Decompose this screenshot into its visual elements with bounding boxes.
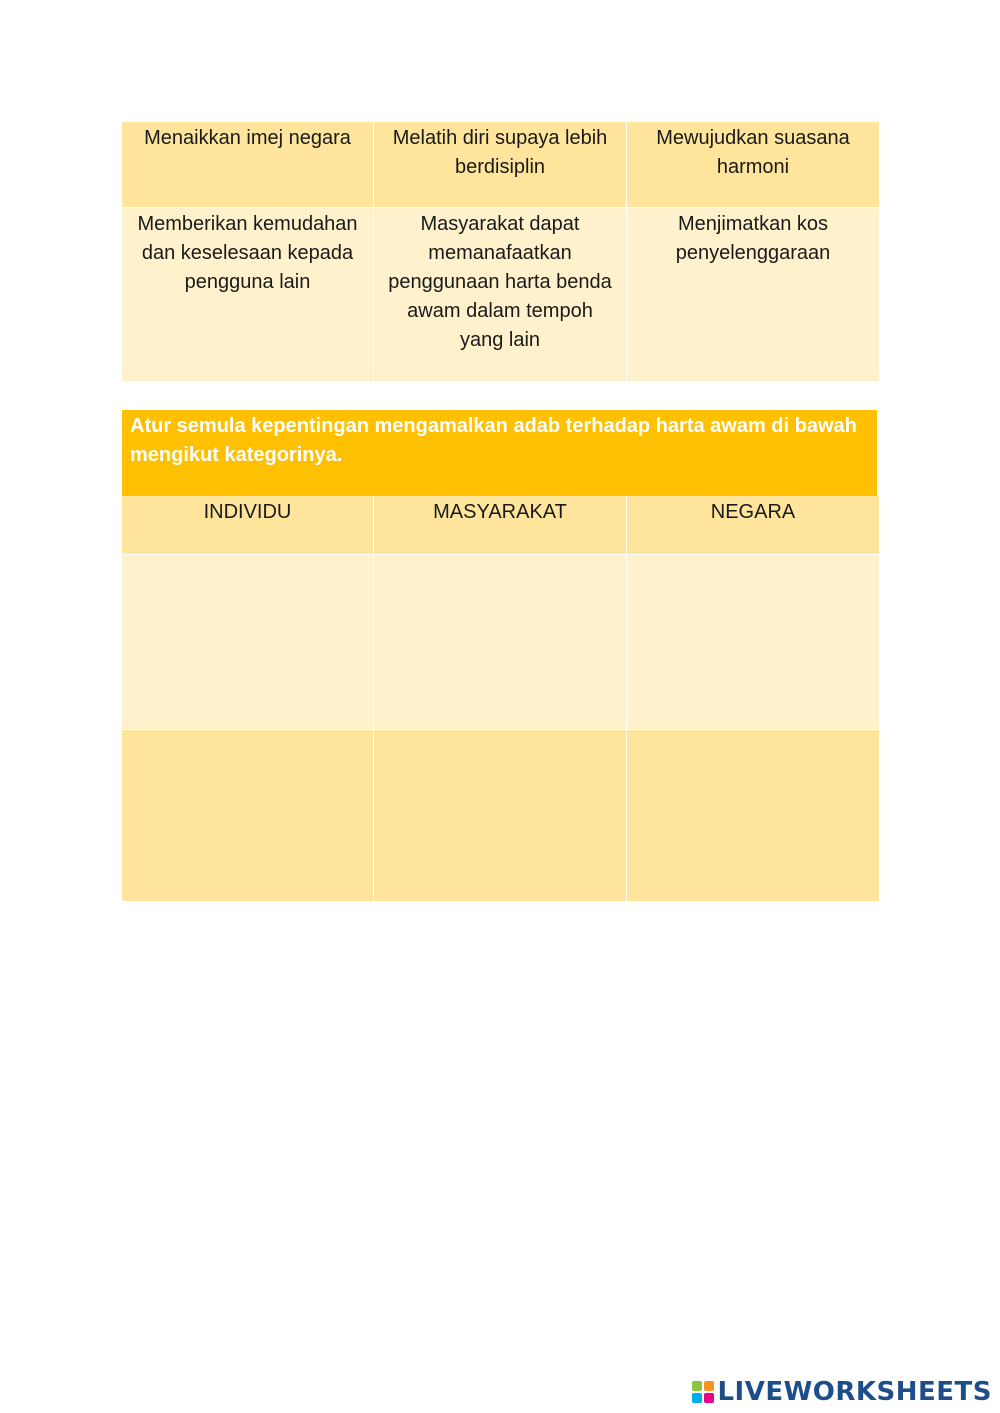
option-card[interactable]: Menjimatkan kos penyelenggaraan xyxy=(627,208,879,381)
sort-table xyxy=(122,496,877,901)
drop-zone-masyarakat-1[interactable] xyxy=(374,555,626,729)
instruction-heading: Atur semula kepentingan mengamalkan adab terhadap harta awam di bawah mengikut kategorinya. xyxy=(122,410,877,496)
option-card[interactable]: Menaikkan imej negara xyxy=(122,122,373,207)
drop-zone-negara-1[interactable] xyxy=(627,555,879,729)
category-heading-negara: NEGARA xyxy=(627,496,879,554)
drop-zone-individu-1[interactable] xyxy=(122,555,373,729)
brand-name: LIVEWORKSHEETS xyxy=(717,1377,992,1407)
option-card[interactable]: Mewujudkan suasana harmoni xyxy=(627,122,879,207)
liveworksheets-mark-icon xyxy=(692,1381,714,1403)
category-heading-individu: INDIVIDU xyxy=(122,496,373,554)
drop-zone-masyarakat-2[interactable] xyxy=(374,730,626,901)
option-card[interactable]: Memberikan kemudahan dan keselesaan kepada pengguna lain xyxy=(122,208,373,381)
liveworksheets-logo xyxy=(692,1379,992,1405)
category-heading-masyarakat: MASYARAKAT xyxy=(374,496,626,554)
option-card[interactable]: Masyarakat dapat memanafaatkan penggunaan harta benda awam dalam tempoh yang lain xyxy=(374,208,626,381)
drop-zone-negara-2[interactable] xyxy=(627,730,879,901)
option-card[interactable]: Melatih diri supaya lebih berdisiplin xyxy=(374,122,626,207)
options-table xyxy=(122,122,877,381)
drop-zone-individu-2[interactable] xyxy=(122,730,373,901)
